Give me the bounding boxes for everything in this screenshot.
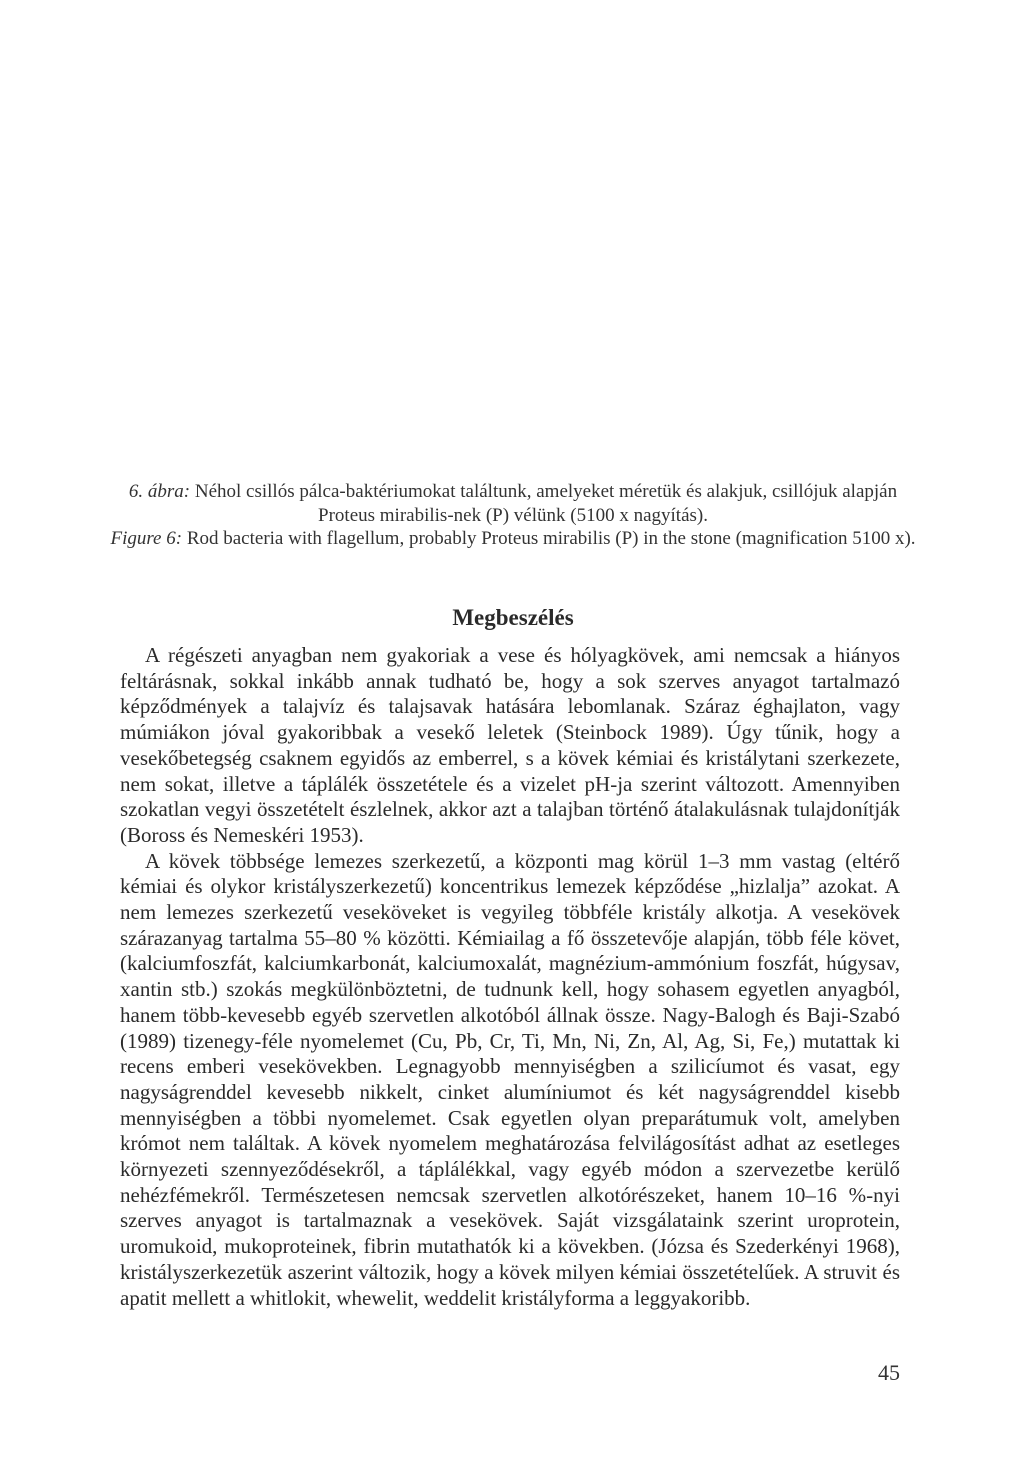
caption-hu-text: Néhol csillós pálca-baktériumokat találtunk, amelyeket méretük és alakjuk, csillójuk alapján Proteus mirabilis-nek (P) vélünk (5100 x nagyítás). <box>190 481 898 526</box>
paragraph: A régészeti anyagban nem gyakoriak a vese és hólyagkövek, ami nemcsak a hiányos feltárásnak, sokkal inkább annak tudható be, hogy a sok szerves anyagot tartalmazó képződmények a talajvíz és talajsavak hatására lebomlanak. Száraz éghajlaton, vagy múmiákon jóval gyakoribbak a vesekő leletek (Steinbock 1989). Úgy tűnik, hogy a vesekőbetegség csaknem egyidős az emberrel, s a kövek kémiai és kristálytani szerkezete, nem sokat, illetve a táplálék összetétele és a vizelet pH-ja szerint változott. Amennyiben szokatlan vegyi összetételt észlelnek, akkor azt a talajban történő átalakulásnak tulajdonítják (Boross és Nemeskéri 1953). <box>120 643 900 847</box>
page-number: 45 <box>878 1360 900 1385</box>
caption-english <box>100 527 926 551</box>
figure-caption <box>100 480 926 551</box>
figure-image-area <box>265 95 735 465</box>
section-title: Megbeszélés <box>452 605 574 630</box>
caption-hungarian <box>100 480 926 527</box>
caption-hu-lead: 6. ábra: <box>128 481 191 502</box>
caption-en-lead: Figure 6: <box>110 528 183 549</box>
body-text <box>120 643 900 1311</box>
paragraph: A kövek többsége lemezes szerkezetű, a központi mag körül 1–3 mm vastag (eltérő kémiai és olykor kristályszerkezetű) koncentrikus lemezek képződése „hizlalja” azokat. A nem lemezes szerkezetű veseköveket is vegyileg többféle kristály alkotja. A vesekövek szárazanyag tartalma 55–80 % közötti. Kémiailag a fő összetevője alapján, több féle követ, (kalciumfoszfát, kalciumkarbonát, kalciumoxalát, magnézium-ammónium foszfát, húgysav, xantin stb.) szokás megkülönböztetni, de tudnunk kell, hogy sohasem egyetlen anyagból, hanem több-kevesebb egyéb szervetlen alkotóból állnak össze. Nagy-Balogh és Baji-Szabó (1989) tizenegy-féle nyomelemet (Cu, Pb, Cr, Ti, Mn, Ni, Zn, Al, Ag, Si, Fe,) mutattak ki recens emberi vesekövekben. Legnagyobb mennyiségben a szilicíumot és vasat, egy nagyságrenddel kevesebb nikkelt, cinket alumíniumot és két nagyságrenddel kisebb mennyiségben a többi nyomelemet. Csak egyetlen olyan preparátumuk volt, amelyben krómot nem találtak. A kövek nyomelem meghatározása felvilágosítást adhat az esetleges környezeti szennyeződésekről, a táplálékkal, vagy egyéb módon a szervezetbe kerülő nehézfémekről. Természetesen nemcsak szervetlen alkotórészeket, hanem 10–16 %-nyi szerves anyagot is tartalmaznak a vesekövek. Saját vizsgálataink szerint uroprotein, uromukoid, mukoproteinek, fibrin mutathatók ki a kövekben. (Józsa és Szederkényi 1968), kristályszerkezetük aszerint változik, hogy a kövek milyen kémiai összetételűek. A struvit és apatit mellett a whitlokit, whewelit, weddelit kristályforma a leggyakoribb. <box>120 848 900 1310</box>
caption-en-text: Rod bacteria with flagellum, probably Proteus mirabilis (P) in the stone (magnification 5100 x). <box>182 528 916 549</box>
